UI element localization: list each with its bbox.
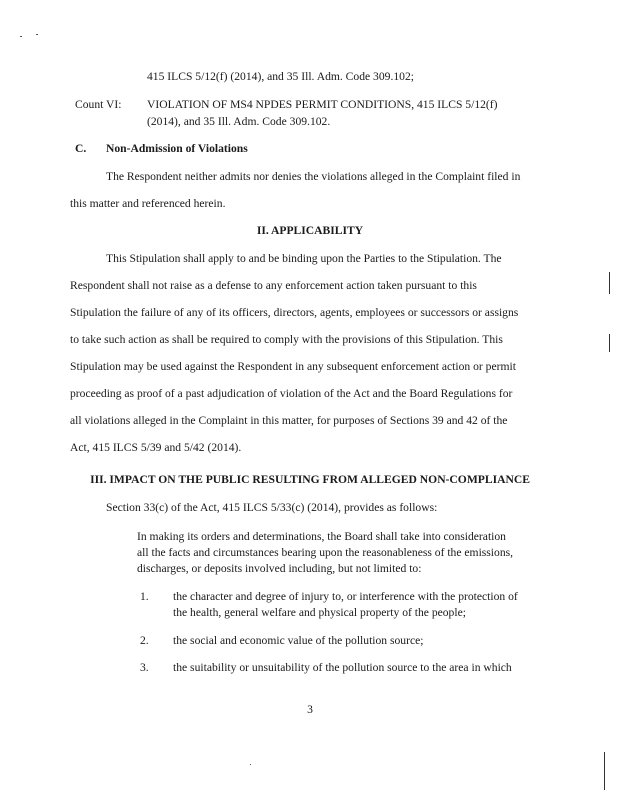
quote-line: discharges, or deposits involved including, but not limited to:	[137, 562, 422, 575]
section-ii-para-line: all violations alleged in the Complaint in this matter, for purposes of Sections 39 and 42 of the	[70, 414, 508, 427]
section-ii-para-line: This Stipulation shall apply to and be binding upon the Parties to the Stipulation. The	[106, 252, 502, 265]
count-vi-label: Count VI:	[75, 98, 122, 111]
section-c-para-line: The Respondent neither admits nor denies the violations alleged in the Complaint filed in	[106, 170, 521, 183]
continued-count-line: 415 ILCS 5/12(f) (2014), and 35 Ill. Adm. Code 309.102;	[147, 70, 414, 83]
list-item-number: 3.	[140, 661, 149, 674]
count-vi-line-1: VIOLATION OF MS4 NPDES PERMIT CONDITIONS, 415 ILCS 5/12(f)	[147, 98, 498, 111]
section-ii-para-line: to take such action as shall be required to comply with the provisions of this Stipulation. This	[70, 333, 503, 346]
page-number: 3	[307, 703, 313, 716]
list-item-number: 2.	[140, 634, 149, 647]
scan-speck	[250, 764, 251, 765]
list-item-line: the character and degree of injury to, or interference with the protection of	[173, 590, 518, 603]
section-c-para-line: this matter and referenced herein.	[70, 197, 226, 210]
section-ii-para-line: Respondent shall not raise as a defense to any enforcement action taken pursuant to this	[70, 279, 477, 292]
quote-line: all the facts and circumstances bearing upon the reasonableness of the emissions,	[137, 546, 514, 559]
scan-speck	[20, 36, 22, 37]
section-ii-para-line: Stipulation the failure of any of its officers, directors, agents, employees or successors or assigns	[70, 306, 519, 319]
scan-margin-mark	[609, 272, 610, 294]
section-iii-intro: Section 33(c) of the Act, 415 ILCS 5/33(c) (2014), provides as follows:	[106, 501, 438, 514]
section-ii-para-line: Act, 415 ILCS 5/39 and 5/42 (2014).	[70, 441, 242, 454]
section-ii-para-line: proceeding as proof of a past adjudication of violation of the Act and the Board Regulations for	[70, 387, 513, 400]
section-iii-heading: III. IMPACT ON THE PUBLIC RESULTING FROM ALLEGED NON-COMPLIANCE	[90, 473, 530, 486]
quote-line: In making its orders and determinations, the Board shall take into consideration	[137, 530, 506, 543]
scan-margin-mark	[609, 334, 610, 352]
count-vi-line-2: (2014), and 35 Ill. Adm. Code 309.102.	[147, 115, 331, 128]
list-item-number: 1.	[140, 590, 149, 603]
scan-speck	[36, 34, 38, 35]
section-ii-heading: II. APPLICABILITY	[256, 224, 364, 237]
section-c-letter: C.	[75, 142, 87, 155]
list-item-line: the social and economic value of the pollution source;	[173, 634, 424, 647]
section-ii-para-line: Stipulation may be used against the Respondent in any subsequent enforcement action or permit	[70, 360, 516, 373]
section-c-title: Non-Admission of Violations	[106, 142, 248, 155]
list-item-line: the suitability or unsuitability of the pollution source to the area in which	[173, 661, 512, 674]
list-item-line: the health, general welfare and physical property of the people;	[173, 606, 466, 619]
scan-margin-mark	[604, 752, 605, 790]
